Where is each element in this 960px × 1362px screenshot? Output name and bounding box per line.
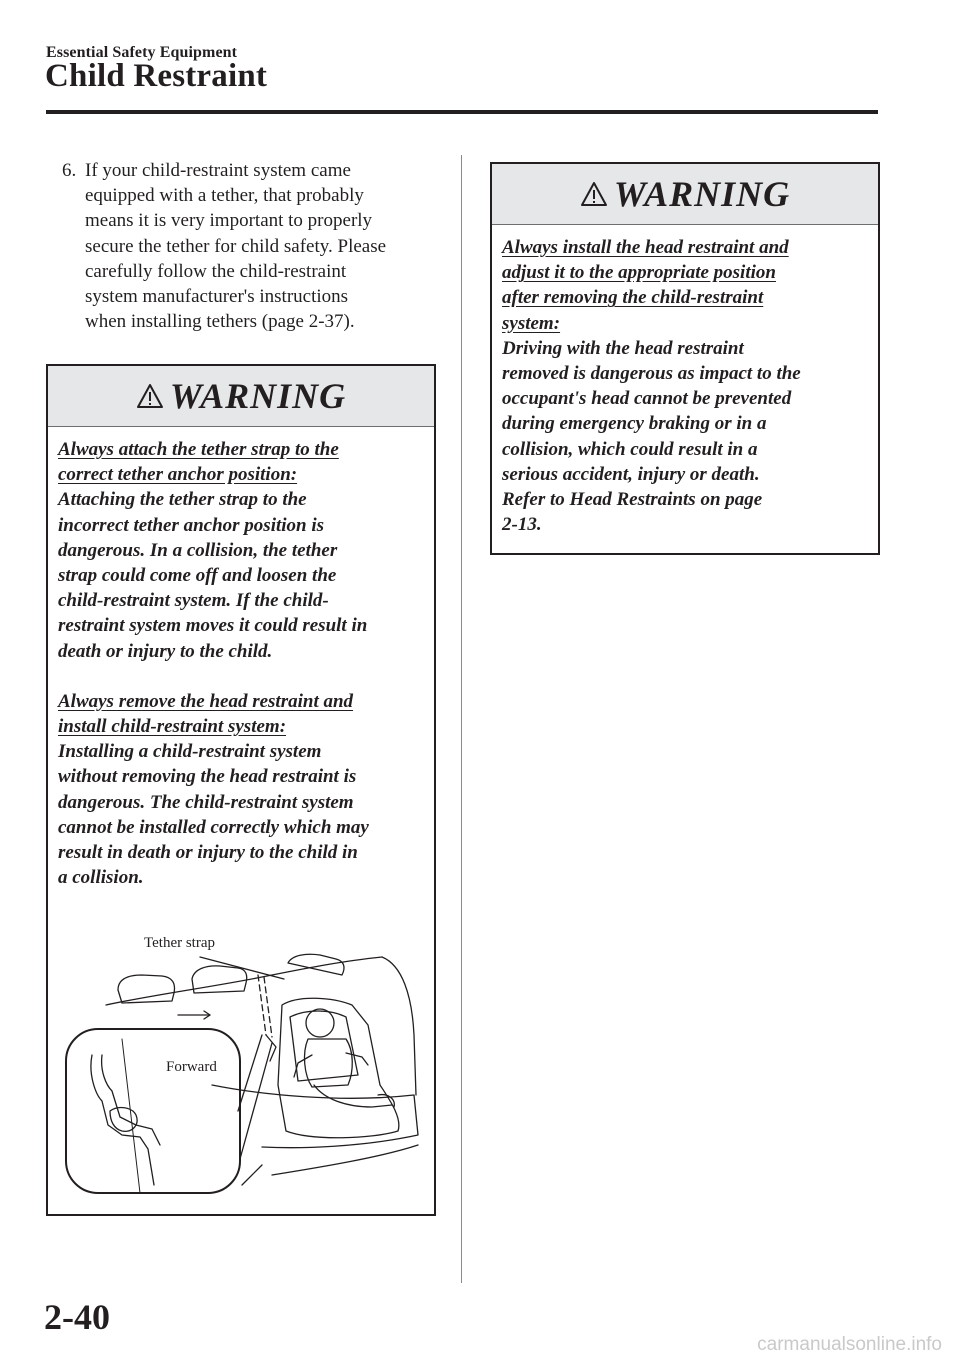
warning-label: WARNING [613, 174, 791, 214]
warning-header [492, 164, 878, 225]
step-number: 6. [62, 160, 77, 181]
warning-box-right [490, 162, 880, 555]
warning-triangle-icon [580, 181, 608, 207]
watermark: carmanualsonline.info [757, 1334, 942, 1355]
forward-label: Forward [166, 1059, 217, 1075]
column-divider [461, 155, 462, 1283]
page-title: Child Restraint [45, 58, 268, 94]
warning-text: Installing a child-restraint system without removing the head restraint is dangerous. The child-restraint system cannot be installed correctly which may result in death or injury to the child in a collision. [58, 741, 369, 889]
warning-text: Attaching the tether strap to the incorrect tether anchor position is dangerous. In a collision, the tether strap could come off and loosen the child-restraint system. If the child- restraint system moves it could result in death or injury to the child. [58, 489, 368, 662]
warning-body [492, 225, 878, 537]
section-label: Essential Safety Equipment [46, 44, 238, 61]
page-number: 2-40 [44, 1297, 110, 1337]
tether-illustration [62, 935, 422, 1200]
warning-body [48, 427, 434, 890]
warning-heading: Always attach the tether strap to the correct tether anchor position: [58, 439, 339, 486]
warning-header [48, 366, 434, 427]
title-rule [46, 110, 878, 114]
warning-heading: Always install the head restraint and adjust it to the appropriate position after removing the child-restraint system: [502, 237, 789, 334]
tether-strap-label: Tether strap [144, 935, 216, 951]
step-text: If your child-restraint system came equipped with a tether, that probably means it is very important to properly secure the tether for child safety. Please carefully follow the child-restraint system manufacturer's instructions when installing tethers (page 2-37). [85, 160, 387, 333]
warning-triangle-icon [136, 383, 164, 409]
warning-text: Driving with the head restraint removed is dangerous as impact to the occupant's head cannot be prevented during emergency braking or in a collision, which could result in a serious accident, injury or death. Refer to Head Restraints on page 2-13. [502, 337, 801, 536]
warning-heading: Always remove the head restraint and install child-restraint system: [58, 690, 354, 738]
step-6 [62, 158, 442, 334]
warning-label: WARNING [169, 376, 347, 416]
seat-tether-drawing [62, 935, 422, 1200]
